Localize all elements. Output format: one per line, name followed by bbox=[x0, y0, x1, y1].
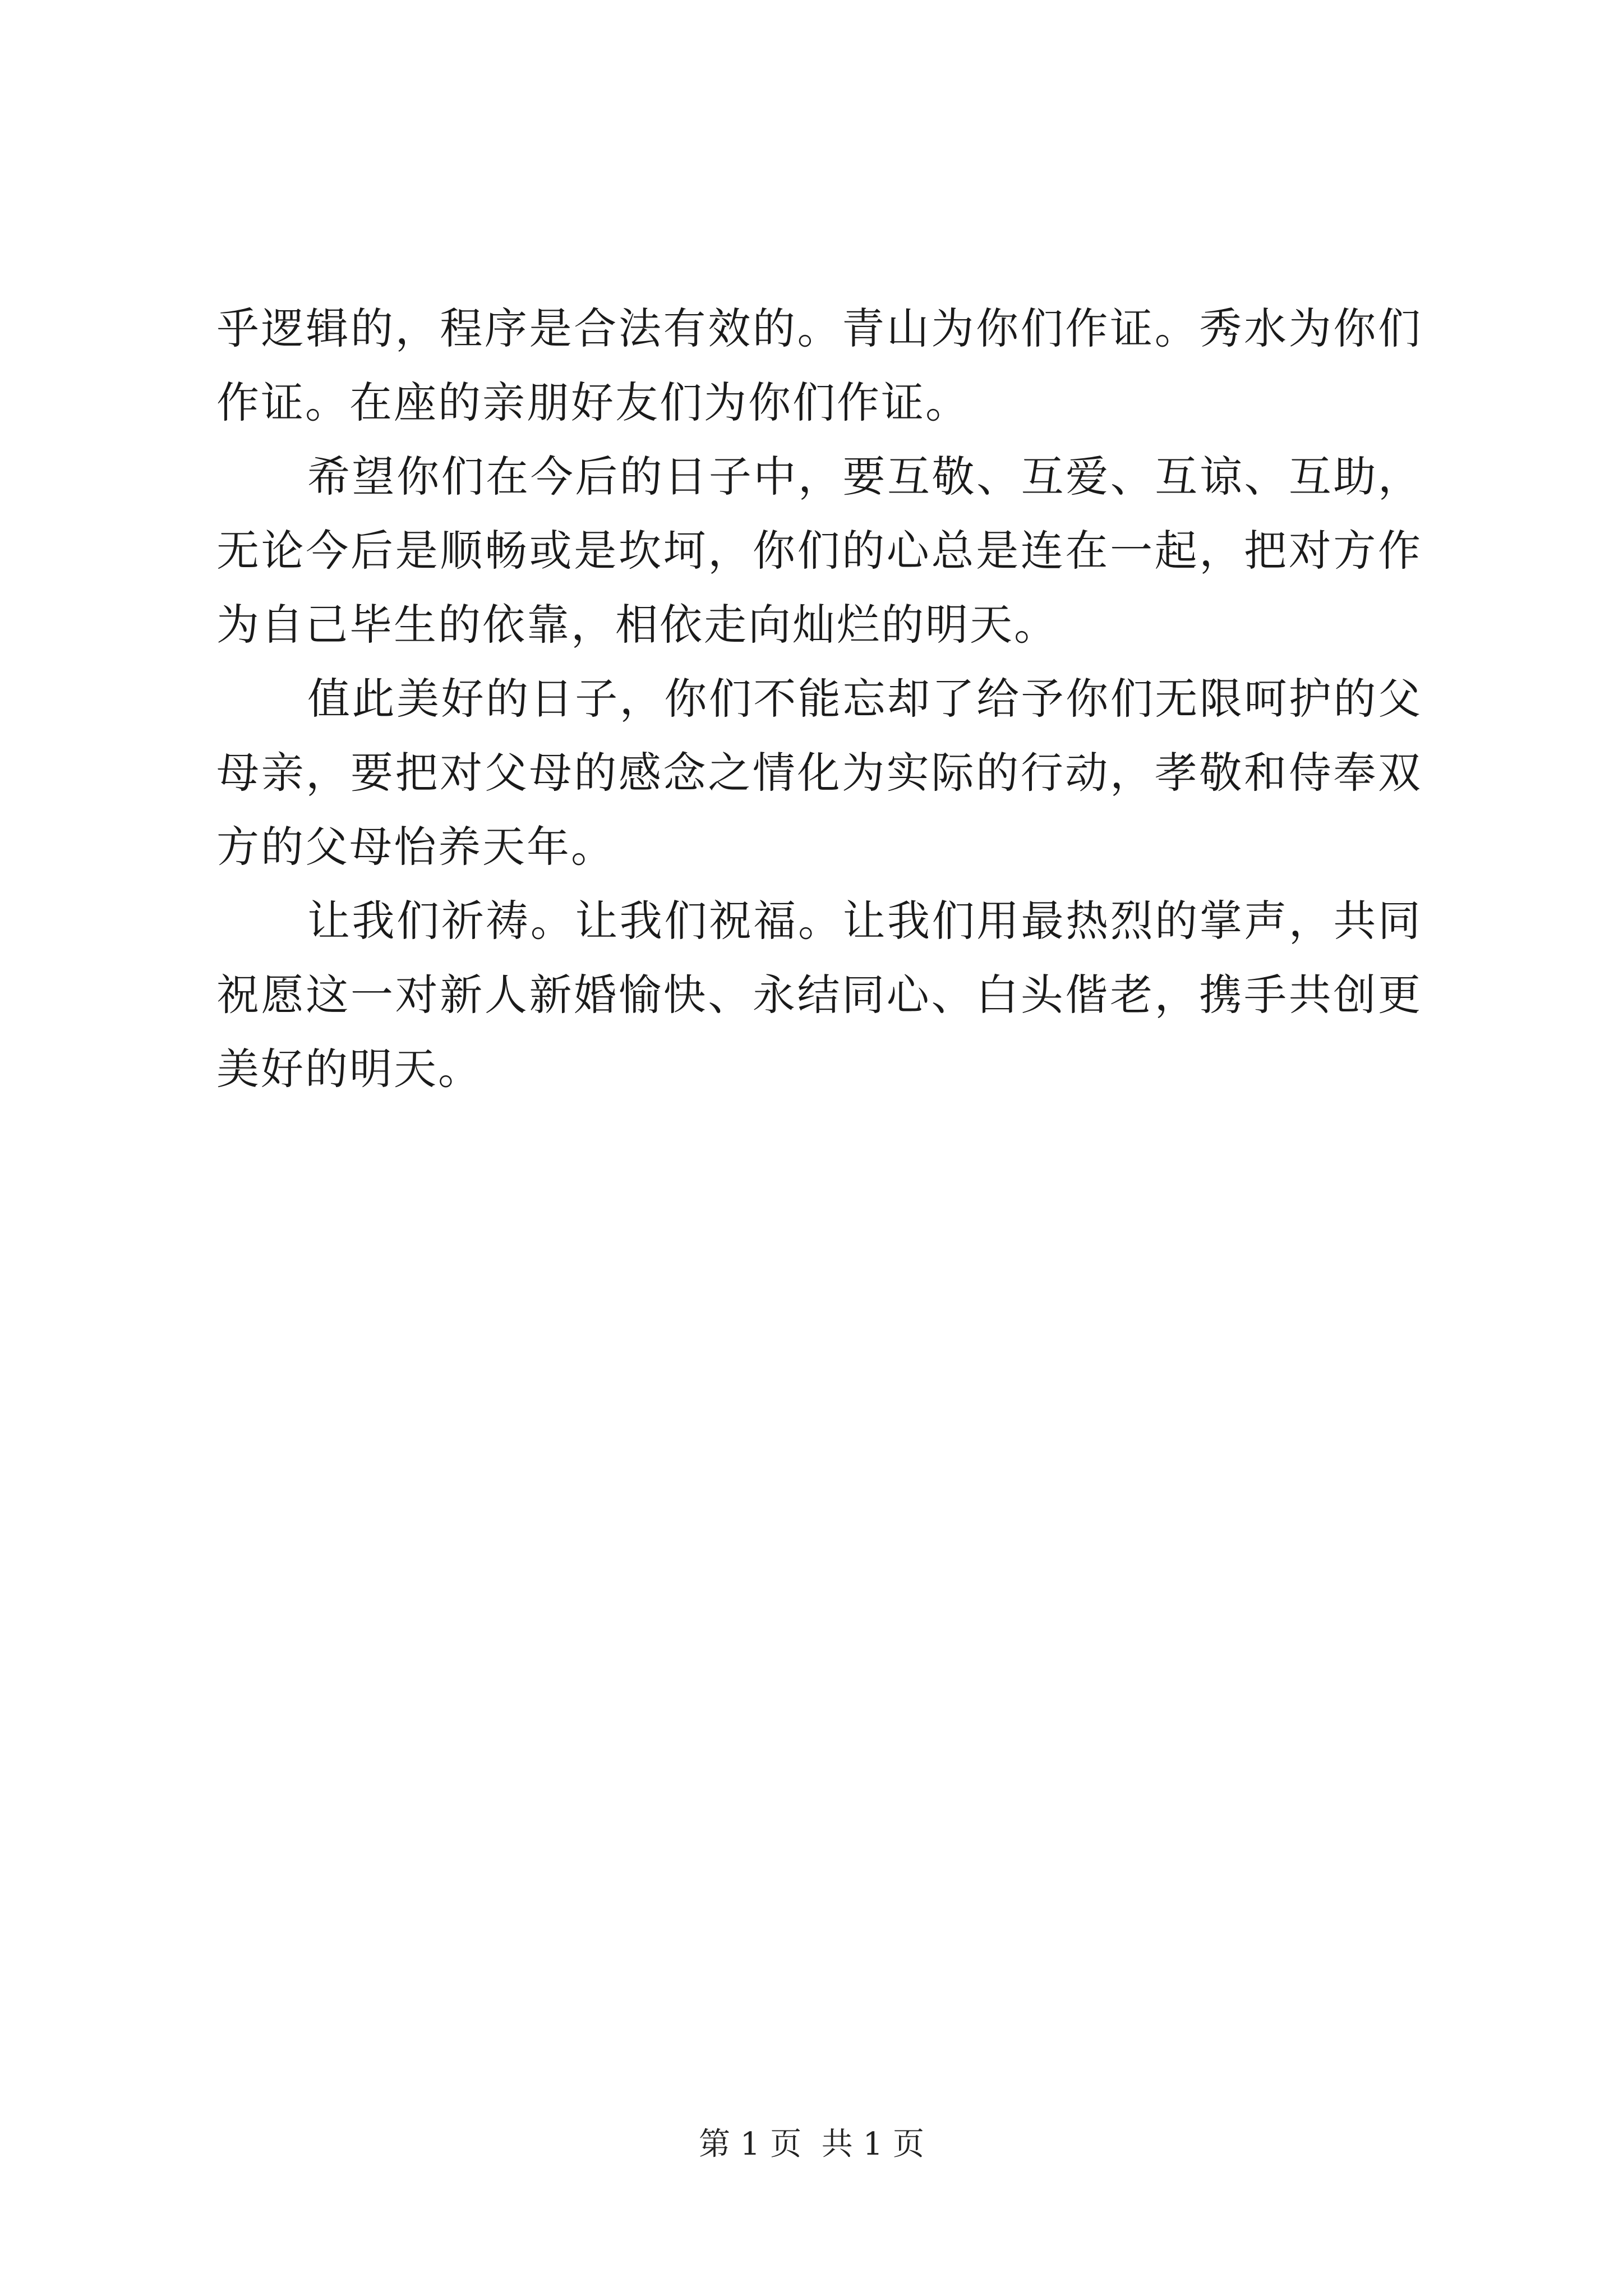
paragraph-4: 让我们祈祷。让我们祝福。让我们用最热烈的掌声，共同祝愿这一对新人新婚愉快、永结同心、白头偕老，携手共创更美好的明天。 bbox=[216, 896, 1422, 1094]
paragraph-1: 乎逻辑的，程序是合法有效的。青山为你们作证。秀水为你们作证。在座的亲朋好友们为你们作证。 bbox=[216, 303, 1422, 427]
page-number-label: 第 1 页 共 1 页 bbox=[698, 2126, 925, 2162]
paragraph-3: 值此美好的日子，你们不能忘却了给予你们无限呵护的父母亲，要把对父母的感念之情化为实际的行动，孝敬和侍奉双方的父母怡养天年。 bbox=[216, 674, 1422, 872]
page-footer bbox=[0, 2125, 1623, 2164]
document-body bbox=[216, 292, 1422, 1106]
paragraph-2: 希望你们在今后的日子中，要互敬、互爱、互谅、互助，无论今后是顺畅或是坎坷，你们的心总是连在一起，把对方作为自己毕生的依靠，相依走向灿烂的明天。 bbox=[216, 452, 1422, 650]
